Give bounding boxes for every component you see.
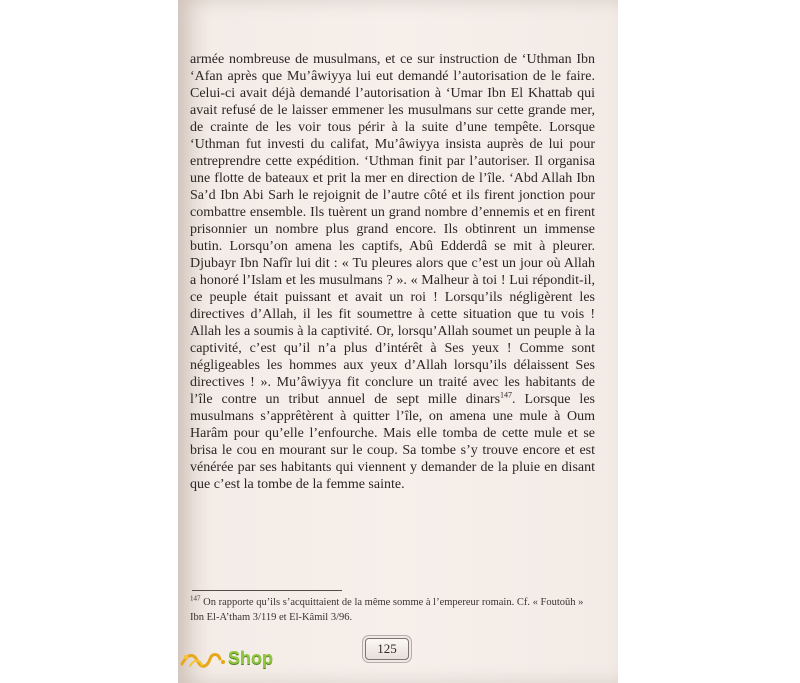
footnote: [190, 595, 595, 625]
footnote-marker: 147: [190, 594, 201, 603]
footnote-text: On rapporte qu’ils s’acquittaient de la même somme à l’empereur romain. Cf. « Foutoûh » Ibn El-A’tham 3/119 et El-Kâmil 3/96.: [190, 597, 584, 623]
logo-text: Shop: [228, 648, 273, 668]
footnote-divider: [192, 590, 342, 591]
footnote-reference: 147: [500, 390, 513, 400]
shop-logo[interactable]: [180, 646, 310, 674]
swirl-logo-icon: [180, 646, 228, 672]
page-number: 125: [365, 638, 409, 660]
body-paragraph: [190, 51, 595, 493]
body-text-part-2: . Lorsque les musulmans s’apprêtèrent à quitter l’île, on amena une mule à Oum Harâm pour qu’elle l’enfourche. Mais elle tomba de cette mule et se brisa le cou en mourant sur le coup. Sa tombe s’y trouve encore et est vénérée par ses habitants qui viennent y demander de la pluie en disant que c’est la tombe de la femme sainte.: [190, 392, 595, 492]
body-text-part-1: armée nombreuse de musulmans, et ce sur instruction de ‘Uthman Ibn ‘Afan après que Mu’âwiyya lui eut demandé l’autorisation de le faire. Celui-ci avait déjà demandé l’autorisation à ‘Umar Ibn El Khattab qui avait refusé de le laisser emmener les musulmans sur cette grande mer, de crainte de les voir tous périr à la suite d’une tempête. Lorsque ‘Uthman fut investi du califat, Mu’âwiyya insista auprès de lui pour entreprendre cette expédition. ‘Uthman finit par l’autoriser. Il organisa une flotte de bateaux et prit la mer en direction de l’île. ‘Abd Allah Ibn Sa’d Ibn Abi Sarh le rejoignit de l’autre côté et ils firent jonction pour combattre ensemble. Ils tuèrent un grand nombre d’ennemis et en firent prisonnier un nombre plus grand encore. Ils obtinrent un immense butin. Lorsqu’on amena les captifs, Abû Edderdâ se mit à pleurer. Djubayr Ibn Nafîr lui dit : « Tu pleures alors que c’est un jour où Allah a honoré l’Islam et les musulmans ? ». « Malheur à toi ! Lui répondit-il, ce peuple était puissant et avait un roi ! Lorsqu’ils négligèrent les directives d’Allah, il les fit soumettre à cette situation que tu vois ! Allah les a soumis à la captivité. Or, lorsqu’Allah soumet un peuple à la captivité, c’est qu’il n’a plus d’intérêt à Ses yeux ! Comme sont négligeables les hommes aux yeux d’Allah lorsqu’ils délaissent Ses directives ! ». Mu’âwiyya fit conclure un traité avec les habitants de l’île contre un tribut annuel de sept mille dinars: [190, 52, 595, 407]
